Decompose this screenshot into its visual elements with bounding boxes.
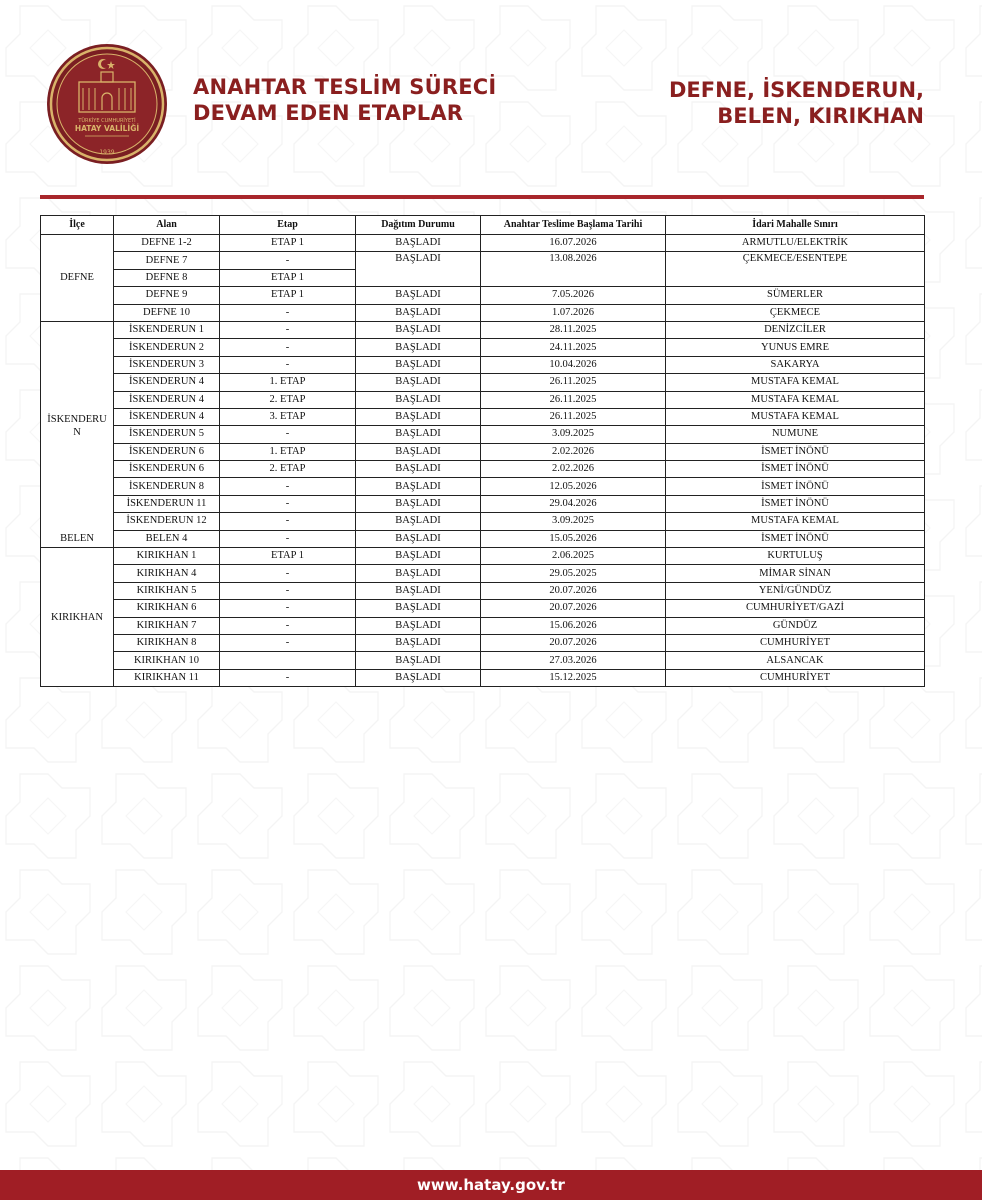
table-row [41, 669, 925, 686]
seal-text-top: TÜRKİYE CUMHURİYETİ [78, 118, 136, 124]
cell-etap: ETAP 1 [220, 235, 356, 252]
table-row [41, 356, 925, 373]
cell-tarih: 29.04.2026 [481, 495, 666, 512]
title-line-2: DEVAM EDEN ETAPLAR [193, 101, 464, 125]
cell-etap: - [220, 600, 356, 617]
cell-mahalle: İSMET İNÖNÜ [666, 530, 925, 547]
cell-durum: BAŞLADI [356, 339, 481, 356]
cell-durum: BAŞLADI [356, 478, 481, 495]
cell-alan: İSKENDERUN 1 [114, 321, 220, 338]
cell-mahalle: YENİ/GÜNDÜZ [666, 582, 925, 599]
cell-etap: - [220, 252, 356, 269]
cell-alan: İSKENDERUN 6 [114, 443, 220, 460]
page-title [193, 74, 496, 126]
cell-tarih: 28.11.2025 [481, 321, 666, 338]
cell-alan: İSKENDERUN 2 [114, 339, 220, 356]
cell-alan: DEFNE 10 [114, 304, 220, 321]
table-row [41, 565, 925, 582]
cell-mahalle: İSMET İNÖNÜ [666, 495, 925, 512]
cell-mahalle: SÜMERLER [666, 287, 925, 304]
cell-mahalle: MUSTAFA KEMAL [666, 391, 925, 408]
cell-alan: İSKENDERUN 4 [114, 408, 220, 425]
cell-etap: - [220, 304, 356, 321]
column-header-ilce: İlçe [41, 216, 114, 235]
cell-durum: BAŞLADI [356, 374, 481, 391]
cell-mahalle: MUSTAFA KEMAL [666, 408, 925, 425]
table-row [41, 461, 925, 478]
footer-bar [0, 1170, 982, 1200]
cell-durum: BAŞLADI [356, 426, 481, 443]
cell-durum: BAŞLADI [356, 669, 481, 686]
table-row [41, 513, 925, 530]
cell-tarih: 3.09.2025 [481, 426, 666, 443]
cell-durum: BAŞLADI [356, 408, 481, 425]
seal-text-name: HATAY VALİLİĞİ [74, 124, 140, 133]
column-header-baslama-tarihi: Anahtar Teslime Başlama Tarihi [481, 216, 666, 235]
cell-alan: KIRIKHAN 1 [114, 548, 220, 565]
cell-etap: 2. ETAP [220, 461, 356, 478]
table-row [41, 600, 925, 617]
cell-durum: BAŞLADI [356, 461, 481, 478]
cell-etap: - [220, 426, 356, 443]
column-header-etap: Etap [220, 216, 356, 235]
table-row [41, 530, 925, 547]
table-row [41, 495, 925, 512]
cell-alan: DEFNE 8 [114, 269, 220, 286]
cell-tarih: 15.12.2025 [481, 669, 666, 686]
table-header-row [41, 216, 925, 235]
cell-tarih: 24.11.2025 [481, 339, 666, 356]
cell-etap: - [220, 617, 356, 634]
cell-alan: İSKENDERUN 3 [114, 356, 220, 373]
cell-tarih: 26.11.2025 [481, 408, 666, 425]
cell-etap: 2. ETAP [220, 391, 356, 408]
cell-mahalle: CUMHURİYET [666, 669, 925, 686]
cell-alan: İSKENDERUN 12 [114, 513, 220, 530]
cell-durum: BAŞLADI [356, 443, 481, 460]
cell-tarih: 7.05.2026 [481, 287, 666, 304]
cell-tarih: 13.08.2026 [481, 252, 666, 287]
region-line-1: DEFNE, İSKENDERUN, [668, 78, 924, 102]
title-line-1: ANAHTAR TESLİM SÜRECİ [193, 75, 497, 99]
table-row [41, 548, 925, 565]
cell-alan: KIRIKHAN 11 [114, 669, 220, 686]
table-row [41, 321, 925, 338]
cell-tarih: 26.11.2025 [481, 374, 666, 391]
cell-etap: - [220, 582, 356, 599]
table-row [41, 235, 925, 252]
cell-tarih: 15.06.2026 [481, 617, 666, 634]
cell-alan: DEFNE 7 [114, 252, 220, 269]
cell-tarih: 3.09.2025 [481, 513, 666, 530]
cell-mahalle: CUMHURİYET/GAZİ [666, 600, 925, 617]
cell-mahalle: GÜNDÜZ [666, 617, 925, 634]
cell-mahalle: KURTULUŞ [666, 548, 925, 565]
cell-durum: BAŞLADI [356, 617, 481, 634]
cell-alan: DEFNE 1-2 [114, 235, 220, 252]
cell-alan: İSKENDERUN 8 [114, 478, 220, 495]
cell-tarih: 2.06.2025 [481, 548, 666, 565]
seal-year: 1939 [99, 149, 115, 156]
cell-mahalle: MİMAR SİNAN [666, 565, 925, 582]
table-row [41, 582, 925, 599]
table-row [41, 252, 925, 269]
cell-etap: - [220, 669, 356, 686]
cell-tarih: 20.07.2026 [481, 600, 666, 617]
cell-alan: KIRIKHAN 4 [114, 565, 220, 582]
ilce-iskenderun [41, 321, 114, 530]
ilce-belen: BELEN [41, 530, 114, 547]
table-row [41, 391, 925, 408]
cell-tarih: 1.07.2026 [481, 304, 666, 321]
region-title [669, 77, 924, 129]
cell-etap: - [220, 478, 356, 495]
cell-durum: BAŞLADI [356, 304, 481, 321]
table-row [41, 339, 925, 356]
cell-durum: BAŞLADI [356, 530, 481, 547]
cell-mahalle: ALSANCAK [666, 652, 925, 669]
cell-tarih: 20.07.2026 [481, 634, 666, 651]
cell-alan: KIRIKHAN 10 [114, 652, 220, 669]
table-row [41, 426, 925, 443]
cell-mahalle: İSMET İNÖNÜ [666, 461, 925, 478]
footer-website-link[interactable]: www.hatay.gov.tr [417, 1176, 565, 1194]
cell-alan: KIRIKHAN 6 [114, 600, 220, 617]
table-row [41, 443, 925, 460]
table-row [41, 304, 925, 321]
cell-tarih: 26.11.2025 [481, 391, 666, 408]
cell-mahalle: CUMHURİYET [666, 634, 925, 651]
cell-etap: 3. ETAP [220, 408, 356, 425]
cell-mahalle: ÇEKMECE [666, 304, 925, 321]
cell-durum: BAŞLADI [356, 252, 481, 287]
cell-durum: BAŞLADI [356, 391, 481, 408]
cell-durum: BAŞLADI [356, 321, 481, 338]
cell-etap: 1. ETAP [220, 443, 356, 460]
table-row [41, 374, 925, 391]
cell-mahalle: İSMET İNÖNÜ [666, 478, 925, 495]
cell-tarih: 16.07.2026 [481, 235, 666, 252]
region-line-2: BELEN, KIRIKHAN [717, 104, 924, 128]
cell-etap: 1. ETAP [220, 374, 356, 391]
cell-durum: BAŞLADI [356, 652, 481, 669]
ilce-kirikhan: KIRIKHAN [41, 548, 114, 687]
cell-alan: KIRIKHAN 7 [114, 617, 220, 634]
cell-alan: İSKENDERUN 4 [114, 374, 220, 391]
cell-etap: ETAP 1 [220, 287, 356, 304]
cell-durum: BAŞLADI [356, 287, 481, 304]
cell-tarih: 10.04.2026 [481, 356, 666, 373]
cell-tarih: 2.02.2026 [481, 461, 666, 478]
etap-table-wrapper [40, 215, 924, 687]
cell-mahalle: ARMUTLU/ELEKTRİK [666, 235, 925, 252]
cell-mahalle: MUSTAFA KEMAL [666, 374, 925, 391]
table-row [41, 408, 925, 425]
cell-alan: İSKENDERUN 4 [114, 391, 220, 408]
table-row [41, 478, 925, 495]
cell-mahalle: SAKARYA [666, 356, 925, 373]
table-row [41, 652, 925, 669]
cell-mahalle: YUNUS EMRE [666, 339, 925, 356]
cell-durum: BAŞLADI [356, 513, 481, 530]
table-row [41, 617, 925, 634]
cell-mahalle: İSMET İNÖNÜ [666, 443, 925, 460]
cell-etap: - [220, 321, 356, 338]
cell-alan: İSKENDERUN 5 [114, 426, 220, 443]
column-header-mahalle: İdari Mahalle Sınırı [666, 216, 925, 235]
cell-etap: - [220, 530, 356, 547]
cell-etap: - [220, 634, 356, 651]
cell-tarih: 2.02.2026 [481, 443, 666, 460]
cell-etap: - [220, 356, 356, 373]
column-header-dagitim-durumu: Dağıtım Durumu [356, 216, 481, 235]
cell-durum: BAŞLADI [356, 548, 481, 565]
cell-mahalle: NUMUNE [666, 426, 925, 443]
etap-table [40, 215, 925, 687]
cell-alan: İSKENDERUN 6 [114, 461, 220, 478]
cell-durum: BAŞLADI [356, 600, 481, 617]
cell-mahalle: DENİZCİLER [666, 321, 925, 338]
ilce-iskenderun-line-1: İSKENDERU [47, 414, 107, 426]
cell-tarih: 15.05.2026 [481, 530, 666, 547]
cell-mahalle: ÇEKMECE/ESENTEPE [666, 252, 925, 287]
header-divider [40, 195, 924, 199]
table-row [41, 634, 925, 651]
cell-tarih: 12.05.2026 [481, 478, 666, 495]
column-header-alan: Alan [114, 216, 220, 235]
cell-durum: BAŞLADI [356, 582, 481, 599]
cell-durum: BAŞLADI [356, 356, 481, 373]
cell-tarih: 29.05.2025 [481, 565, 666, 582]
cell-tarih: 20.07.2026 [481, 582, 666, 599]
cell-alan: KIRIKHAN 5 [114, 582, 220, 599]
cell-etap: - [220, 339, 356, 356]
ilce-defne: DEFNE [41, 235, 114, 322]
cell-durum: BAŞLADI [356, 495, 481, 512]
cell-durum: BAŞLADI [356, 634, 481, 651]
cell-mahalle: MUSTAFA KEMAL [666, 513, 925, 530]
cell-etap: - [220, 565, 356, 582]
cell-etap: ETAP 1 [220, 548, 356, 565]
cell-etap: - [220, 513, 356, 530]
cell-tarih: 27.03.2026 [481, 652, 666, 669]
cell-alan: BELEN 4 [114, 530, 220, 547]
ilce-iskenderun-line-2: N [73, 427, 81, 439]
hatay-valiligi-seal [45, 42, 169, 166]
table-row [41, 287, 925, 304]
cell-etap: ETAP 1 [220, 269, 356, 286]
cell-alan: KIRIKHAN 8 [114, 634, 220, 651]
cell-alan: İSKENDERUN 11 [114, 495, 220, 512]
cell-etap: - [220, 495, 356, 512]
cell-etap [220, 652, 356, 669]
cell-durum: BAŞLADI [356, 235, 481, 252]
cell-durum: BAŞLADI [356, 565, 481, 582]
cell-alan: DEFNE 9 [114, 287, 220, 304]
